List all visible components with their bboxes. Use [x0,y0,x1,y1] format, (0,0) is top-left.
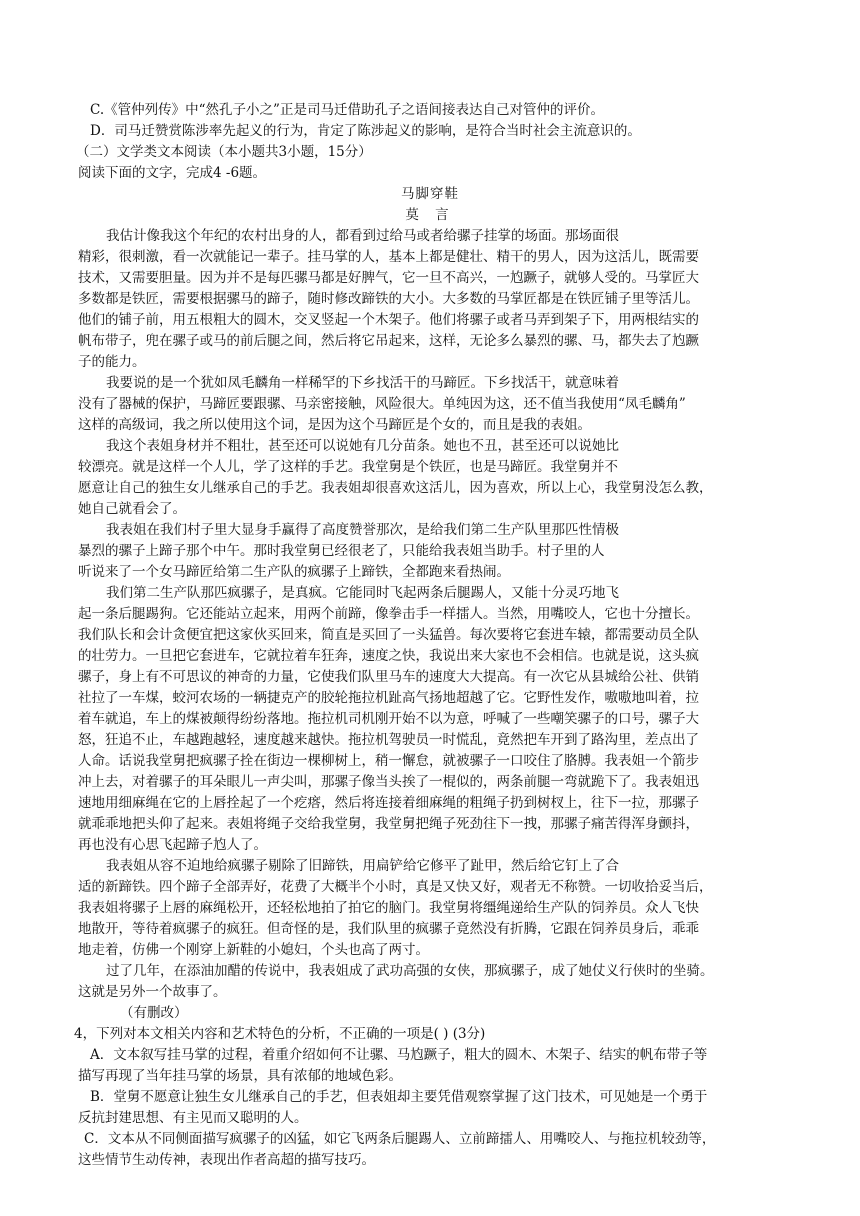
paragraph-line: 地走着，仿佛一个刚穿上新鞋的小媳妇，个头也高了两寸。 [78,942,429,958]
paragraph-line: 这就是另外一个故事了。 [78,984,227,1000]
reading-instruction: 阅读下面的文字，完成4 -6题。 [78,165,267,181]
paragraph-line: 怒，狂追不止，车越跑越轻，速度越来越快。拖拉机驾驶员一时慌乱，竟然把车开到了路沟里，差点出了 [78,732,699,748]
paragraph-line: 精彩，很刺激，看一次就能记一辈子。挂马掌的人，基本上都是健壮、精干的男人，因为这活儿，既需要 [78,249,699,265]
paragraph-line: 我这个表姐身材并不粗壮，甚至还可以说她有几分苗条。她也不丑，甚至还可以说她比 [106,438,619,454]
paragraph-line: 骡子，身上有不可思议的神奇的力量，它使我们队里马车的速度大大提高。有一次它从县城给公社、供销 [78,669,699,685]
story-paragraph-7 [78,961,782,1003]
option-line: 反抗封建思想、有主见而又聪明的人。 [78,1110,308,1126]
paragraph-line: 冲上去，对着骡子的耳朵眼儿一声尖叫，那骡子像当头挨了一棍似的，两条前腿一弯就跪下了。我表姐迅 [78,774,699,790]
story-paragraph-5 [78,583,782,856]
paragraph-line: 他们的铺子前，用五根粗大的圆木，交叉竖起一个木架子。他们将骡子或者马弄到架子下，用两根结实的 [78,312,699,328]
paragraph-line: 这样的高级词，我之所以使用这个词，是因为这个马蹄匠是个女的，而且是我的表姐。 [78,417,591,433]
question-4-option-b [78,1087,782,1129]
section-heading: （二）文学类文本阅读（本小题共3小题，15分） [76,144,372,160]
paragraph-line: 的壮劳力。一旦把它套进车，它就拉着车狂奔，速度之快，我说出来大家也不会相信。也就是说，这头疯 [78,648,699,664]
story-paragraph-6 [78,856,782,961]
paragraph-line: 着车就追，车上的煤被颠得纷纷落地。拖拉机司机刚开始不以为意，呼喊了一些嘲笑骡子的口号，骡子大 [78,711,699,727]
story-paragraph-2 [78,373,782,436]
prev-option-d: D．司马迁赞赏陈涉率先起义的行为，肯定了陈涉起义的影响，是符合当时社会主流意识的。 [90,123,641,139]
edit-note: （有删改） [120,1005,188,1021]
paragraph-line: 我们队长和会计贪便宜把这家伙买回来，简直是买回了一头猛兽。每次要将它套进车辕，都需要动员全队 [78,627,699,643]
paragraph-line: 没有了器械的保护，马蹄匠要跟骡、马亲密接触，风险很大。单纯因为这，还不值当我使用“凤毛麟角” [78,396,686,412]
option-line: 描写再现了当年挂马掌的场景，具有浓郁的地域色彩。 [78,1068,402,1084]
story-author: 莫 言 [405,207,455,223]
story-paragraph-4 [78,520,782,583]
paragraph-line: 她自己就看会了。 [78,501,186,517]
paragraph-line: 较漂亮。就是这样一个人儿，学了这样的手艺。我堂舅是个铁匠，也是马蹄匠。我堂舅并不 [78,459,618,475]
question-4-option-c [78,1129,782,1171]
paragraph-line: 人命。话说我堂舅把疯骡子拴在街边一棵柳树上，稍一懈怠，就被骡子一口咬住了胳膊。我表姐一个箭步 [78,753,699,769]
paragraph-line: 社拉了一车煤，蛟河农场的一辆捷克产的胶轮拖拉机趾高气扬地超越了它。它野性发作，嗷嗷地叫着，拉 [78,690,699,706]
paragraph-line: 暴烈的骡子上蹄子那个中午。那时我堂舅已经很老了，只能给我表姐当助手。村子里的人 [78,543,605,559]
option-line: 这些情节生动传神，表现出作者高超的描写技巧。 [78,1152,375,1168]
option-line: C．文本从不同侧面描写疯骡子的凶猛，如它飞两条后腿踢人、立前蹄擂人、用嘴咬人、与拖拉机较劲等， [84,1131,716,1147]
paragraph-line: 我们第二生产队那匹疯骡子，是真疯。它能同时飞起两条后腿踢人，又能十分灵巧地飞 [106,585,619,601]
paragraph-line: 过了几年，在添油加醋的传说中，我表姐成了武功高强的女侠，那疯骡子，成了她仗义行侠时的坐骑。 [106,963,714,979]
exam-page [74,100,782,1171]
option-line: A．文本叙写挂马掌的过程，着重介绍如何不让骡、马尥蹶子，粗大的圆木、木架子、结实的帆布带子等 [90,1047,708,1063]
paragraph-line: 技术，又需要胆量。因为并不是每匹骡马都是好脾气，它一旦不高兴，一尥蹶子，就够人受的。马掌匠大 [78,270,699,286]
story-paragraph-1 [78,226,782,373]
paragraph-line: 适的新蹄铁。四个蹄子全部弄好，花费了大概半个小时，真是又快又好，观者无不称赞。一切收拾妥当后， [78,879,713,895]
paragraph-line: 地散开，等待着疯骡子的疯狂。但奇怪的是，我们队里的疯骡子竟然没有折腾，它跟在饲养员身后，乖乖 [78,921,699,937]
paragraph-line: 帆布带子，兜在骡子或马的前后腿之间，然后将它吊起来，这样，无论多么暴烈的骡、马，都失去了尥蹶 [78,333,699,349]
story-title: 马脚穿鞋 [401,186,459,202]
prev-option-c: C.《管仲列传》中“然孔子小之”正是司马迁借助孔子之语间接表达自己对管仲的评价。 [90,102,604,118]
paragraph-line: 子的能力。 [78,354,146,370]
paragraph-line: 我表姐将骡子上唇的麻绳松开，还轻松地拍了拍它的脑门。我堂舅将缰绳递给生产队的饲养员。众人飞快 [78,900,699,916]
paragraph-line: 愿意让自己的独生女儿继承自己的手艺。我表姐却很喜欢这活儿，因为喜欢，所以上心，我堂舅没怎么教， [78,480,713,496]
paragraph-line: 我要说的是一个犹如凤毛麟角一样稀罕的下乡找活干的马蹄匠。下乡找活干，就意味着 [106,375,619,391]
paragraph-line: 多数都是铁匠，需要根据骡马的蹄子，随时修改蹄铁的大小。大多数的马掌匠都是在铁匠铺子里等活儿。 [78,291,699,307]
paragraph-line: 就乖乖地把头仰了起来。表姐将绳子交给我堂舅，我堂舅把绳子死劲往下一拽，那骡子痛苦得浑身颤抖， [78,816,699,832]
paragraph-line: 速地用细麻绳在它的上唇拴起了一个疙瘩，然后将连接着细麻绳的粗绳子扔到树杈上，往下一拉，那骡子 [78,795,699,811]
option-line: B．堂舅不愿意让独生女儿继承自己的手艺，但表姐却主要凭借观察掌握了这门技术，可见她是一个勇于 [90,1089,708,1105]
paragraph-line: 再也没有心思飞起蹄子尥人了。 [78,837,267,853]
paragraph-line: 听说来了一个女马蹄匠给第二生产队的疯骡子上蹄铁，全都跑来看热闹。 [78,564,510,580]
story-paragraph-3 [78,436,782,520]
paragraph-line: 我表姐在我们村子里大显身手赢得了高度赞誉那次，是给我们第二生产队里那匹性情极 [106,522,619,538]
paragraph-line: 我估计像我这个年纪的农村出身的人，都看到过给马或者给骡子挂掌的场面。那场面很 [106,228,619,244]
question-4-option-a [78,1045,782,1087]
question-4-stem: 4，下列对本文相关内容和艺术特色的分析，不正确的一项是( ) (3分) [74,1026,486,1042]
paragraph-line: 我表姐从容不迫地给疯骡子剔除了旧蹄铁，用扁铲给它修平了趾甲，然后给它钉上了合 [106,858,619,874]
paragraph-line: 起一条后腿踢狗。它还能站立起来，用两个前蹄，像拳击手一样擂人。当然，用嘴咬人，它也十分擅长。 [78,606,699,622]
